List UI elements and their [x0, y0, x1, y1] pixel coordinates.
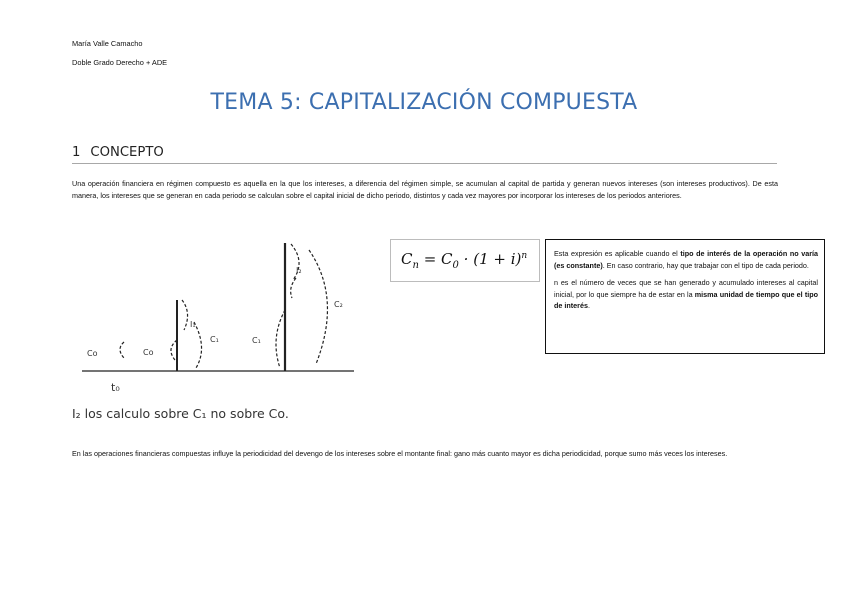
note-p2-bold: misma unidad de tiempo que el tipo de interés [554, 289, 818, 311]
i1-brace [182, 300, 188, 330]
capitalization-diagram [80, 238, 370, 398]
label-t0: t₀ [111, 381, 120, 394]
c0-bracket-a [120, 342, 124, 358]
label-i1: I₁ [190, 320, 196, 329]
formula-exponent: n [521, 251, 528, 261]
formula-rhs-capital: C [441, 250, 453, 268]
note-paragraph-2 [554, 277, 818, 312]
compound-formula: $C_n = C_0 \cdot (1 + i)^n$ [401, 250, 528, 271]
note-p2-tail: . [587, 301, 590, 311]
formula-box [390, 239, 540, 282]
label-i2: I₂ [296, 266, 302, 275]
formula-lhs-sub: n [412, 260, 419, 271]
note-p1-text: Esta expresión es aplicable cuando el [554, 249, 681, 258]
formula-lhs: C [401, 250, 413, 268]
c2-brace [309, 250, 327, 364]
section-title: CONCEPTO [90, 145, 164, 160]
handwritten-note: I₂ los calculo sobre C₁ no sobre Co. [72, 406, 289, 421]
label-c2: C₂ [334, 300, 343, 309]
section-heading [72, 145, 164, 160]
formula-rhs-sub: 0 [452, 260, 459, 271]
note-p1-bold: tipo de interés de la operación no varía (es constante) [554, 249, 818, 270]
label-c1-b: C₁ [252, 336, 261, 345]
label-c0-b: Co [143, 348, 154, 357]
i2-brace-lower [291, 278, 296, 298]
heading-divider [72, 163, 777, 164]
author-name: María Valle Camacho [72, 39, 143, 48]
section-number: 1 [72, 145, 81, 160]
formula-note-box [545, 239, 825, 354]
note-paragraph-1 [554, 248, 818, 271]
note-p1-tail: . En caso contrario, hay que trabajar con el tipo de cada periodo. [602, 260, 809, 270]
note-p2-text: n es el número de veces que se han generado y acumulado intereses al capital inicial, por lo que siempre ha de estar en la [554, 278, 818, 299]
formula-rhs-rest: · (1 + i) [458, 250, 522, 268]
intro-paragraph: Una operación financiera en régimen compuesto es aquella en la que los intereses, a diferencia del régimen simple, se acumulan al capital de partida y generan nuevos intereses (son intereses productivos). De esta manera, los intereses que se generan en cada periodo se calculan sobre el capital inicial de dicho periodo, distintos y cada vez mayores por incorporar los intereses de los periodos anteriores. [72, 179, 778, 201]
degree-name: Doble Grado Derecho + ADE [72, 58, 168, 67]
label-c1-a: C₁ [210, 335, 219, 344]
closing-paragraph: En las operaciones financieras compuestas influye la periodicidad del devengo de los intereses sobre el montante final: gano más cuanto mayor es dicha periodicidad, porque sumo más veces los intereses. [72, 449, 728, 458]
document-title: TEMA 5: CAPITALIZACIÓN COMPUESTA [210, 90, 638, 115]
label-c0-a: Co [87, 349, 98, 358]
c1-bracket-b [276, 310, 285, 368]
